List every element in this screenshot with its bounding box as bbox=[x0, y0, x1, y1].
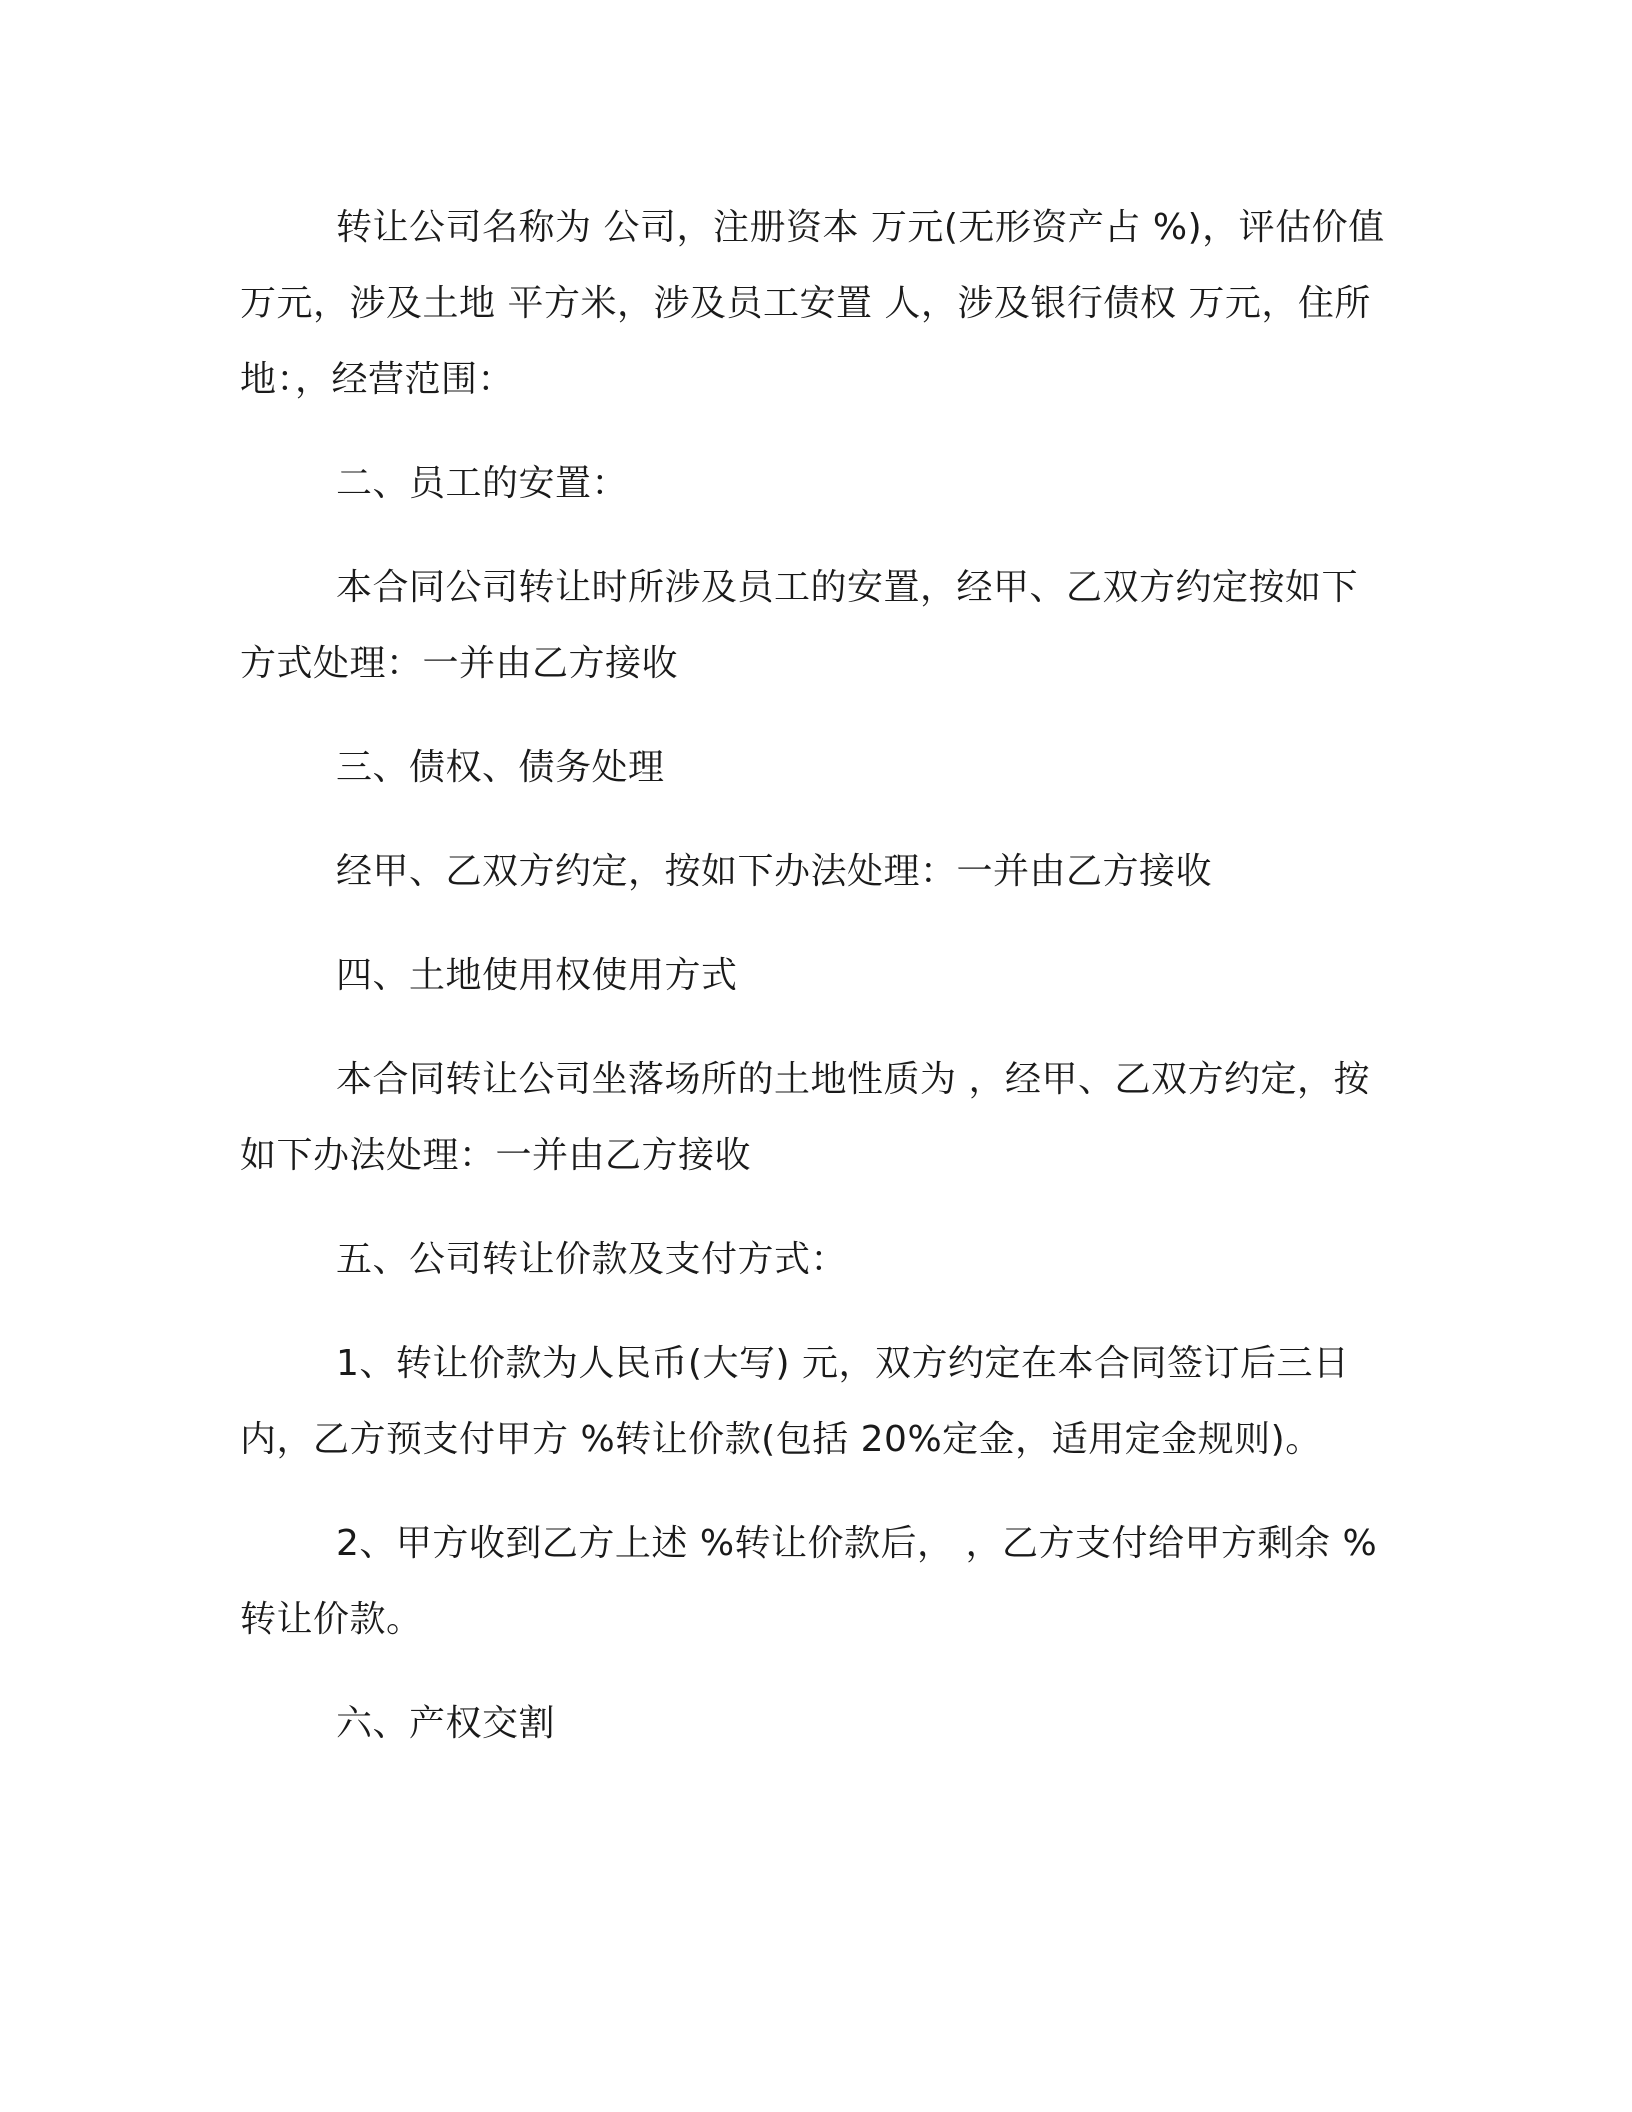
paragraph-payment-clause-2: 2、甲方收到乙方上述 %转让价款后， ，乙方支付给甲方剩余 %转让价款。 bbox=[240, 1523, 1378, 1640]
paragraph-debt-handling: 经甲、乙双方约定，按如下办法处理：一并由乙方接收 bbox=[336, 851, 1213, 892]
paragraph-land-use: 本合同转让公司坐落场所的土地性质为 ，经甲、乙双方约定，按如下办法处理：一并由乙方接收 bbox=[240, 1059, 1370, 1176]
section-heading-payment: 五、公司转让价款及支付方式： bbox=[336, 1239, 848, 1280]
paragraph-company-info: 转让公司名称为 公司，注册资本 万元(无形资产占 %)，评估价值 万元，涉及土地 平方米，涉及员工安置 人，涉及银行债权 万元，住所地：，经营范围： bbox=[240, 207, 1397, 400]
section-heading-debts: 三、债权、债务处理 bbox=[336, 747, 665, 788]
document-body bbox=[240, 190, 1397, 1790]
paragraph-payment-clause-1: 1、转让价款为人民币(大写) 元，双方约定在本合同签订后三日内，乙方预支付甲方 %转让价款(包括 20%定金，适用定金规则)。 bbox=[240, 1343, 1350, 1460]
paragraph-employee-arrangement: 本合同公司转让时所涉及员工的安置，经甲、乙双方约定按如下方式处理：一并由乙方接收 bbox=[240, 567, 1359, 684]
section-heading-employees: 二、员工的安置： bbox=[336, 463, 629, 504]
section-heading-land-use: 四、土地使用权使用方式 bbox=[336, 955, 738, 996]
section-heading-property-transfer: 六、产权交割 bbox=[336, 1703, 556, 1744]
